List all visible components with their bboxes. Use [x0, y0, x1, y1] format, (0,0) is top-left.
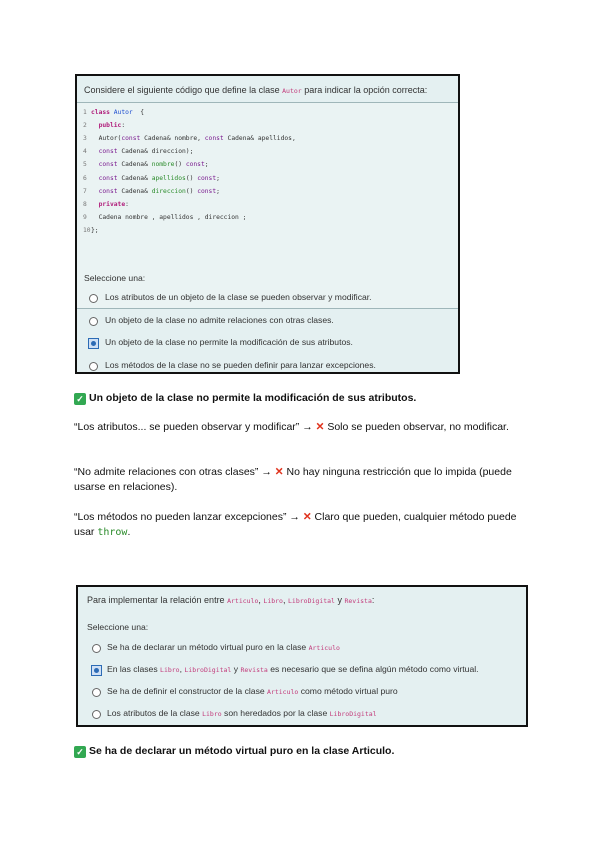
code-token: Cadena nombre , apellidos , direccion ; — [91, 213, 247, 221]
code-token: const — [121, 135, 141, 143]
code-token: const — [98, 174, 118, 182]
code-token: const — [98, 148, 118, 156]
code-token: Autor( — [91, 135, 122, 143]
explanation-3 — [74, 510, 524, 540]
code-token — [91, 188, 99, 195]
option-radio[interactable] — [92, 644, 101, 653]
question-prompt-2: Para implementar la relación entre Articulo, Libro, LibroDigital y Revista: — [87, 595, 375, 605]
code-token: Cadena& apellidos, — [223, 135, 296, 143]
class-revista: Revista — [344, 597, 372, 605]
line-number: 1 — [83, 109, 87, 116]
class-librodigital: LibroDigital — [288, 597, 335, 605]
line-number: 2 — [83, 122, 87, 130]
class-articulo: Articulo — [227, 597, 259, 605]
code-token: Cadena& nombre, — [140, 135, 205, 143]
code-token: ; — [216, 174, 220, 182]
question-panel-1 — [75, 74, 460, 374]
option-text: Se ha de declarar un método virtual puro en la clase — [107, 642, 309, 652]
option-1[interactable] — [107, 642, 340, 652]
code-line — [83, 201, 129, 208]
code-token: public — [91, 122, 122, 130]
code-token: ; — [204, 161, 209, 169]
option-1[interactable]: Los atributos de un objeto de la clase se pueden observar y modificar. — [105, 292, 372, 302]
code-token: const — [197, 187, 217, 195]
option-3[interactable]: Un objeto de la clase no permite la modificación de sus atributos. — [105, 337, 353, 347]
code-token: : — [121, 122, 126, 130]
explanation-quote: “Los métodos no pueden lanzar excepciones” → — [74, 511, 303, 523]
code-token — [91, 175, 99, 182]
code-line — [83, 161, 209, 168]
cross-mark-icon: ✕ — [274, 466, 284, 478]
prompt-y: y — [334, 595, 345, 605]
code-token: const — [197, 174, 217, 182]
code-token: () — [174, 161, 186, 169]
code-token: const — [98, 187, 118, 195]
code-token: Autor — [113, 109, 133, 116]
code-token: ; — [216, 187, 220, 195]
line-number: 4 — [83, 148, 87, 156]
option-4[interactable]: Los métodos de la clase no se pueden definir para lanzar excepciones. — [105, 359, 376, 370]
code-token: const — [185, 161, 205, 169]
line-number: 6 — [83, 174, 87, 182]
option-2[interactable]: En las clases Libro, LibroDigital y Revista es necesario que se defina algún método como virtual. — [107, 664, 479, 674]
code-token: () — [185, 174, 198, 182]
class-articulo: Articulo — [308, 644, 340, 652]
line-number: 8 — [83, 200, 87, 208]
explanation-quote: “Los atributos... se pueden observar y modificar” → — [74, 421, 316, 433]
code-line — [83, 227, 99, 234]
code-token: Cadena& — [117, 174, 152, 182]
prompt-end: : — [371, 595, 375, 605]
code-token: { — [132, 109, 145, 116]
option-text: Se ha de definir el constructor de la clase — [107, 686, 268, 696]
explanation-text: Claro que pueden, cualquier método puede usar — [74, 511, 517, 538]
cross-mark-icon: ✕ — [315, 421, 325, 433]
code-line — [83, 188, 220, 195]
class-librodigital: LibroDigital — [329, 710, 377, 718]
code-line — [83, 214, 246, 221]
code-line — [83, 122, 125, 129]
cross-mark-icon: ✕ — [302, 511, 312, 523]
option-radio-selected[interactable] — [88, 338, 99, 349]
select-label-2: Seleccione una: — [87, 622, 149, 632]
line-number: 7 — [83, 187, 87, 195]
option-2[interactable]: Un objeto de la clase no admite relaciones con otras clases. — [105, 314, 334, 325]
option-radio-selected[interactable] — [91, 665, 102, 676]
code-line — [83, 175, 220, 182]
answer-1 — [74, 391, 416, 406]
option-radio[interactable] — [89, 362, 98, 371]
option-4[interactable] — [107, 708, 377, 718]
explanation-quote: “No admite relaciones con otras clases” → — [74, 466, 275, 478]
prompt-class-name: Autor — [282, 87, 302, 95]
code-token: direccion — [151, 187, 186, 195]
option-radio[interactable] — [92, 688, 101, 697]
code-token — [91, 161, 99, 168]
option-radio[interactable] — [89, 317, 98, 326]
prompt-text-end: para indicar la opción correcta: — [301, 85, 428, 95]
line-number: 9 — [83, 213, 87, 221]
code-line — [83, 148, 193, 155]
code-token: private — [91, 200, 126, 208]
code-token: Cadena& direccion); — [117, 148, 194, 156]
code-token: Cadena& — [117, 161, 152, 169]
code-token: const — [204, 135, 224, 143]
line-number: 3 — [83, 135, 87, 143]
code-token: Cadena& — [117, 187, 152, 195]
code-line — [83, 109, 144, 116]
class-libro: Libro — [263, 597, 283, 605]
class-articulo: Articulo — [267, 688, 299, 696]
option-text-mid: son heredados por la clase — [221, 708, 330, 718]
prompt-text: Para implementar la relación entre — [87, 595, 228, 605]
code-token: apellidos — [151, 174, 186, 182]
check-mark-icon: ✓ — [74, 746, 86, 758]
question-panel-2 — [76, 585, 528, 727]
explanation-end: . — [127, 526, 131, 538]
class-librodigital: LibroDigital — [184, 666, 232, 674]
select-label: Seleccione una: — [84, 273, 146, 283]
answer-2-text: Se ha de declarar un método virtual puro en la clase Articulo. — [89, 745, 395, 757]
code-token: class — [91, 109, 114, 116]
code-token: nombre — [151, 161, 175, 169]
class-libro: Libro — [202, 710, 222, 718]
option-text: En las clases — [107, 664, 161, 674]
code-line — [83, 135, 296, 142]
option-text-end: es necesario que se defina algún método como virtual. — [267, 664, 479, 674]
check-mark-icon: ✓ — [74, 393, 86, 405]
option-y: y — [231, 664, 241, 674]
option-radio[interactable] — [89, 294, 98, 303]
explanation-text: Solo se pueden observar, no modificar. — [324, 421, 509, 433]
class-revista: Revista — [240, 666, 268, 674]
line-number: 10 — [83, 226, 91, 234]
option-radio[interactable] — [92, 710, 101, 719]
answer-2 — [74, 744, 394, 759]
option-3[interactable] — [107, 686, 398, 696]
explanation-1 — [74, 420, 514, 435]
code-token: () — [185, 187, 198, 195]
option-text-end: como método virtual puro — [298, 686, 398, 696]
code-token: }; — [91, 226, 99, 234]
class-libro: Libro — [160, 666, 180, 674]
explanation-2 — [74, 465, 514, 495]
line-number: 5 — [83, 161, 87, 169]
explanation-text: No hay ninguna restricción que lo impida (puede usarse en relaciones). — [74, 466, 512, 493]
prompt-text: Considere el siguiente código que define la clase — [84, 85, 283, 95]
throw-keyword: throw — [97, 527, 128, 538]
question-prompt — [84, 85, 427, 95]
code-token: : — [125, 200, 129, 208]
code-token — [91, 148, 99, 155]
option-text: Los atributos de la clase — [107, 708, 203, 718]
code-token: const — [98, 161, 118, 169]
answer-1-text: Un objeto de la clase no permite la modificación de sus atributos. — [89, 392, 417, 404]
